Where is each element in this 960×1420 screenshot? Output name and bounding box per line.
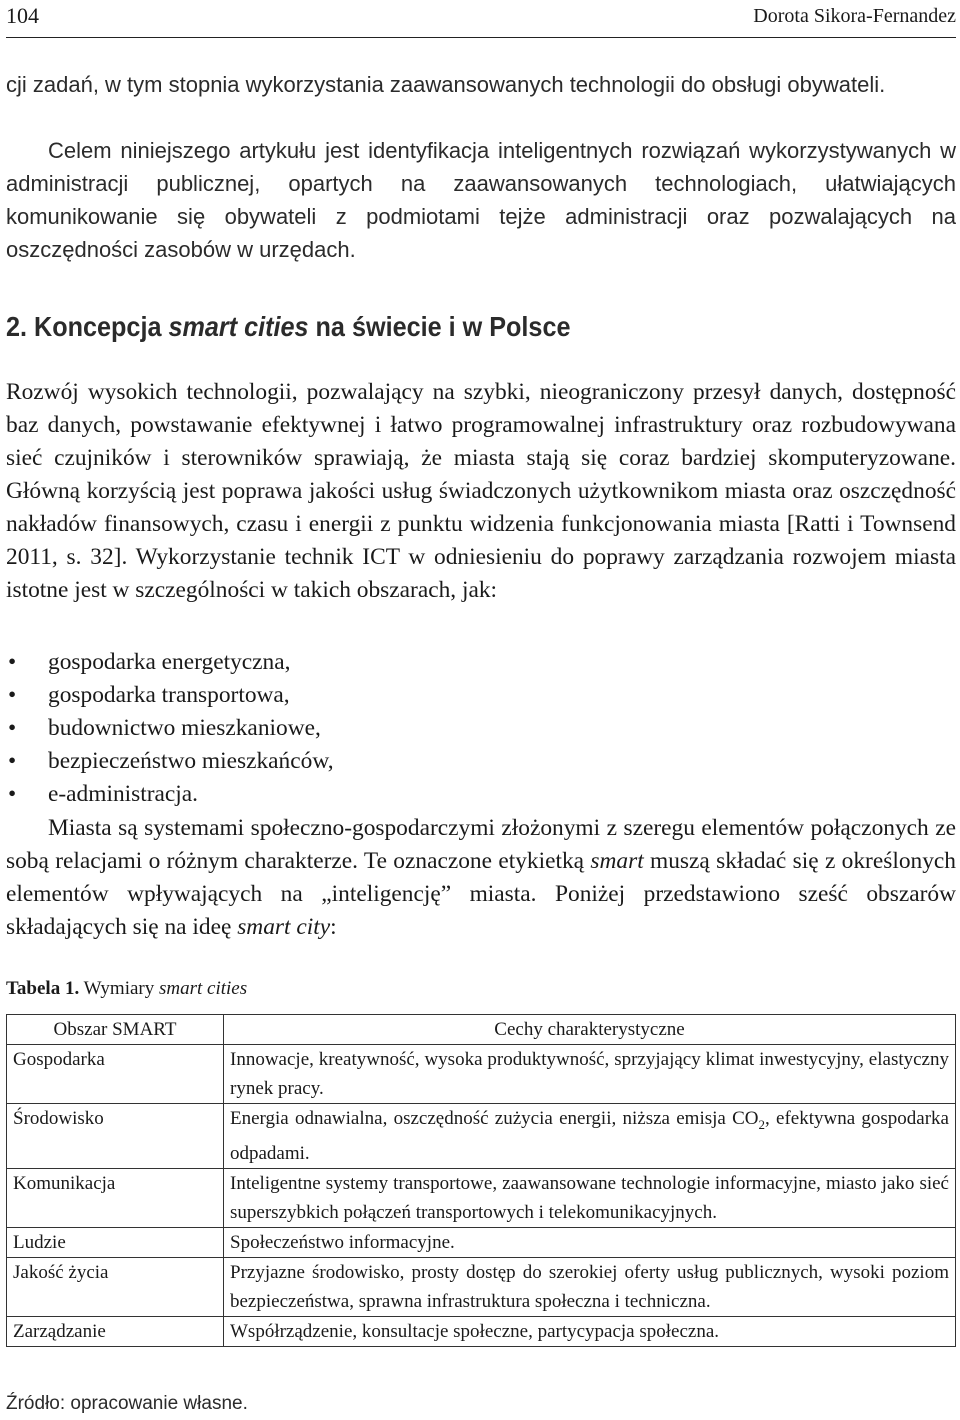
table-header-row xyxy=(7,1015,956,1045)
table-cell-desc: Przyjazne środowisko, prosty dostęp do szerokiej oferty usług publicznych, wysoki poziom bezpieczeństwa, sprawna infrastruktura społeczna i techniczna. xyxy=(224,1257,956,1316)
smart-dimensions-table xyxy=(6,1014,956,1347)
table-cell-area: Gospodarka xyxy=(7,1045,224,1104)
areas-bullet-list xyxy=(6,646,956,811)
intro-paragraph xyxy=(6,134,956,266)
table-cell-desc: Współrządzenie, konsultacje społeczne, partycypacja społeczna. xyxy=(224,1316,956,1346)
table-source: Źródło: opracowanie własne. xyxy=(6,1393,248,1414)
list-item: • gospodarka energetyczna, xyxy=(8,649,291,675)
section-body-paragraph xyxy=(6,376,956,607)
table-row xyxy=(7,1257,956,1316)
table-row xyxy=(7,1168,956,1227)
column-header-features: Cechy charakterystyczne xyxy=(224,1015,956,1045)
intro-paragraph-continuation xyxy=(6,68,956,101)
table-row xyxy=(7,1227,956,1257)
section-heading: 2. Koncepcja smart cities na świecie i w Polsce xyxy=(6,311,571,342)
table-cell-area: Jakość życia xyxy=(7,1257,224,1316)
table-row xyxy=(7,1316,956,1346)
table-cell-area: Środowisko xyxy=(7,1104,224,1169)
list-item: • budownictwo mieszkaniowe, xyxy=(8,715,321,741)
paragraph-3: Miasta są systemami społeczno-gospodarczymi złożonymi z szeregu elementów połączonych ze sobą relacjami o różnym charakterze. Te oznaczone etykietką smart muszą składać się z określonych elementów wpływających na „inteligencję” miasta. Poniżej przedstawiono sześć obszarów składających się na ideę smart city: xyxy=(6,815,956,940)
table-cell-area: Ludzie xyxy=(7,1227,224,1257)
list-item: • gospodarka transportowa, xyxy=(8,682,290,708)
page-number: 104 xyxy=(6,3,39,28)
table-cell-desc: Inteligentne systemy transportowe, zaawansowane technologie informacyjne, miasto jako sieć superszybkich połączeń transportowych i telekomunikacyjnych. xyxy=(224,1168,956,1227)
paragraph-2: Główną korzyścią jest poprawa jakości usług świadczonych użytkownikom miasta oraz oszczędność nakładów finansowych, czasu i energii z punktu widzenia funkcjonowania miasta [Ratti i Townsend 2011, s. 32]. Wykorzystanie technik ICT w odniesieniu do poprawy zarządzania rozwojem miasta istotne jest w szczególności w takich obszarach, jak: xyxy=(6,478,956,603)
table-cell-area: Zarządzanie xyxy=(7,1316,224,1346)
table-cell-desc: Społeczeństwo informacyjne. xyxy=(224,1227,956,1257)
page-header xyxy=(6,3,956,31)
intro-paragraph-text: Celem niniejszego artykułu jest identyfikacja inteligentnych rozwiązań wykorzystywanych w administracji publicznej, opartych na zaawansowanych technologiach, ułatwiających komunikowanie się obywateli z podmiotami tejże administracji oraz pozwalających na oszczędności zasobów w urzędach. xyxy=(6,138,956,262)
paragraph-1: Rozwój wysokich technologii, pozwalający na szybki, nieograniczony przesył danych, dostępność baz danych, powstawanie efektywnej i łatwo programowalnej infrastruktury oraz rozbudowywana sieć czujników i sterowników sprawiają, że miasta stają się coraz bardziej skomputeryzowane. xyxy=(6,379,956,471)
table-cell-desc: Energia odnawialna, oszczędność zużycia energii, niższa emisja $CO_2$, efektywna gospodarka odpadami. xyxy=(224,1104,956,1169)
table-row xyxy=(7,1104,956,1169)
table-cell-desc: Innowacje, kreatywność, wysoka produktywność, sprzyjający klimat inwestycyjny, elastyczny rynek pracy. xyxy=(224,1045,956,1104)
table-caption: Tabela 1. Wymiary smart cities xyxy=(6,978,248,999)
table-row xyxy=(7,1045,956,1104)
list-item: • bezpieczeństwo mieszkańców, xyxy=(8,748,334,774)
running-head-author: Dorota Sikora-Fernandez xyxy=(753,5,956,27)
list-item: • e-administracja. xyxy=(8,781,199,807)
column-header-area: Obszar SMART xyxy=(7,1015,224,1045)
intro-continuation-text: cji zadań, w tym stopnia wykorzystania zaawansowanych technologii do obsługi obywateli. xyxy=(6,72,886,97)
table-cell-area: Komunikacja xyxy=(7,1168,224,1227)
header-rule xyxy=(6,37,956,38)
